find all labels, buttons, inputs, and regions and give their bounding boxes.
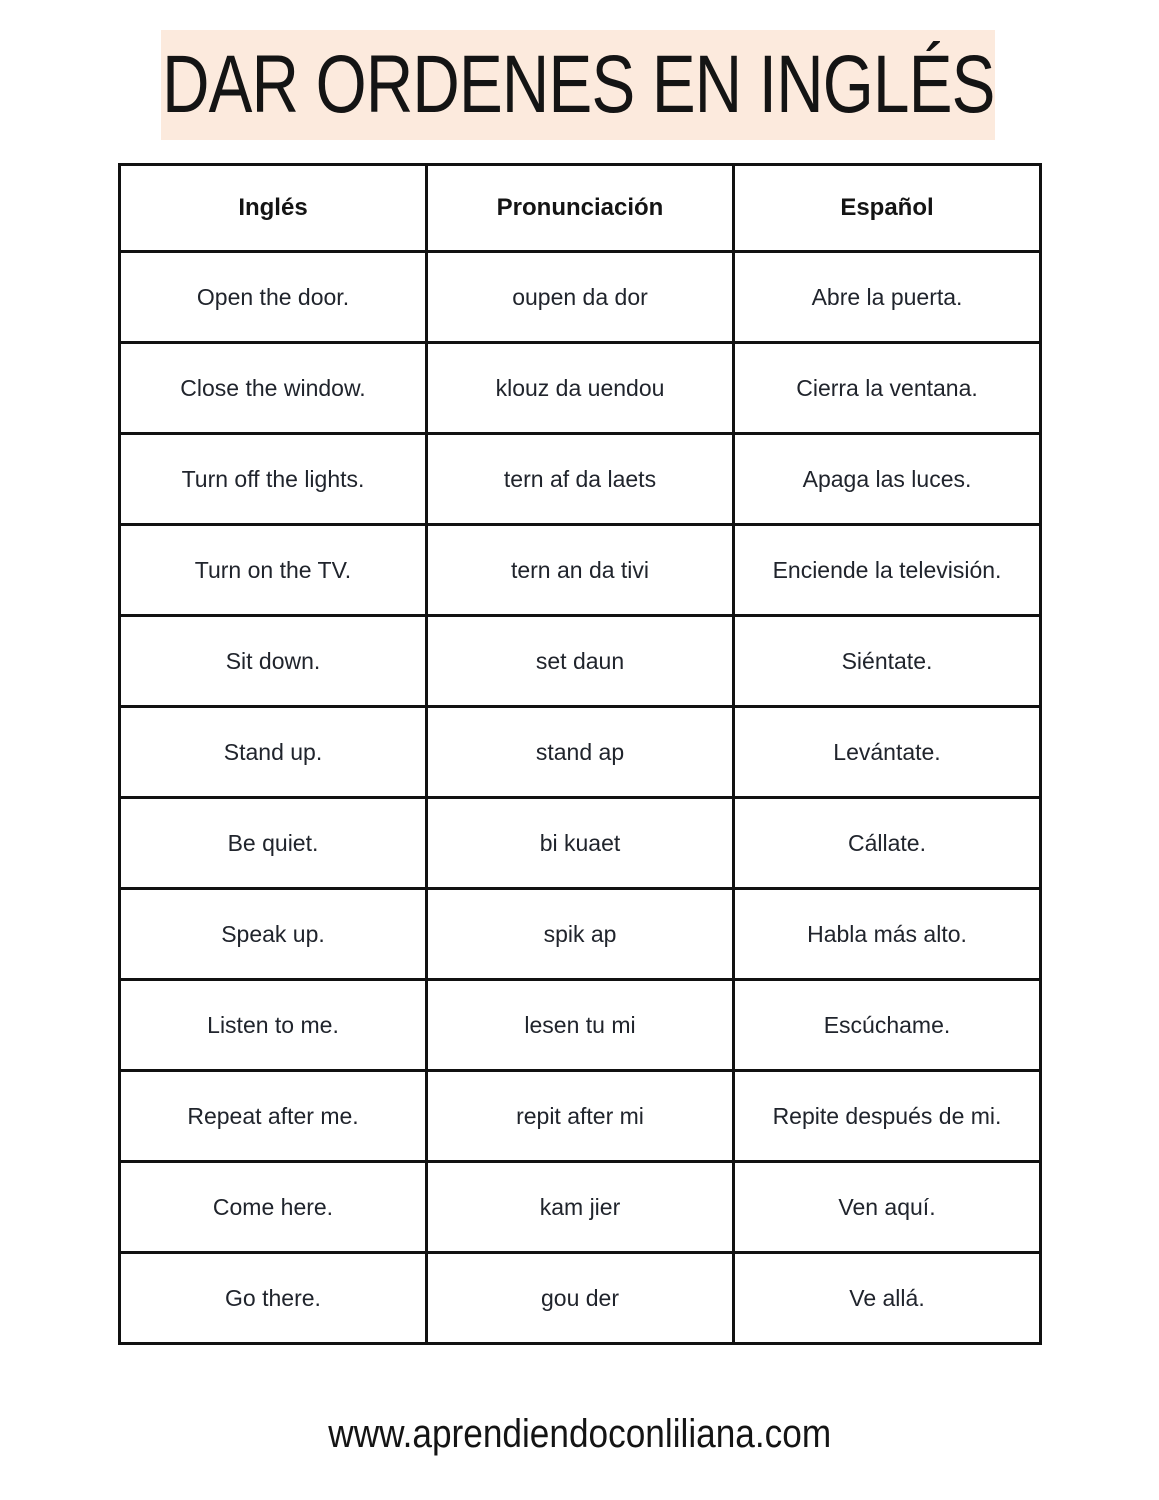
cell-english: Open the door.	[120, 252, 427, 343]
cell-pronunciation: tern af da laets	[427, 434, 734, 525]
cell-spanish: Habla más alto.	[734, 889, 1041, 980]
cell-pronunciation: set daun	[427, 616, 734, 707]
cell-english: Go there.	[120, 1253, 427, 1344]
table-row	[120, 1162, 1041, 1253]
cell-spanish: Cállate.	[734, 798, 1041, 889]
table-row	[120, 343, 1041, 434]
table-row	[120, 525, 1041, 616]
cell-spanish: Enciende la televisión.	[734, 525, 1041, 616]
cell-english: Listen to me.	[120, 980, 427, 1071]
cell-pronunciation: spik ap	[427, 889, 734, 980]
table-row	[120, 798, 1041, 889]
title-banner	[161, 30, 995, 140]
footer	[0, 1412, 1159, 1457]
cell-spanish: Ven aquí.	[734, 1162, 1041, 1253]
cell-english: Close the window.	[120, 343, 427, 434]
cell-english: Stand up.	[120, 707, 427, 798]
table-row	[120, 434, 1041, 525]
cell-spanish: Repite después de mi.	[734, 1071, 1041, 1162]
cell-pronunciation: stand ap	[427, 707, 734, 798]
vocabulary-table	[118, 163, 1042, 1345]
cell-english: Be quiet.	[120, 798, 427, 889]
cell-spanish: Abre la puerta.	[734, 252, 1041, 343]
cell-spanish: Cierra la ventana.	[734, 343, 1041, 434]
cell-pronunciation: tern an da tivi	[427, 525, 734, 616]
footer-url: www.aprendiendoconliliana.com	[328, 1412, 831, 1456]
cell-english: Speak up.	[120, 889, 427, 980]
table-row	[120, 1071, 1041, 1162]
cell-english: Turn on the TV.	[120, 525, 427, 616]
cell-spanish: Escúchame.	[734, 980, 1041, 1071]
table-row	[120, 616, 1041, 707]
table-row	[120, 980, 1041, 1071]
cell-english: Sit down.	[120, 616, 427, 707]
cell-pronunciation: oupen da dor	[427, 252, 734, 343]
cell-pronunciation: bi kuaet	[427, 798, 734, 889]
cell-english: Come here.	[120, 1162, 427, 1253]
cell-spanish: Siéntate.	[734, 616, 1041, 707]
cell-pronunciation: lesen tu mi	[427, 980, 734, 1071]
cell-spanish: Ve allá.	[734, 1253, 1041, 1344]
table-row	[120, 252, 1041, 343]
cell-pronunciation: kam jier	[427, 1162, 734, 1253]
cell-spanish: Levántate.	[734, 707, 1041, 798]
table-row	[120, 889, 1041, 980]
table-header-row	[120, 165, 1041, 252]
column-header-english: Inglés	[120, 165, 427, 252]
table-row	[120, 707, 1041, 798]
cell-pronunciation: repit after mi	[427, 1071, 734, 1162]
table-row	[120, 1253, 1041, 1344]
cell-english: Repeat after me.	[120, 1071, 427, 1162]
cell-pronunciation: gou der	[427, 1253, 734, 1344]
page-title: DAR ORDENES EN INGLÉS	[161, 39, 995, 130]
cell-pronunciation: klouz da uendou	[427, 343, 734, 434]
cell-spanish: Apaga las luces.	[734, 434, 1041, 525]
column-header-pronunciation: Pronunciación	[427, 165, 734, 252]
column-header-spanish: Español	[734, 165, 1041, 252]
cell-english: Turn off the lights.	[120, 434, 427, 525]
